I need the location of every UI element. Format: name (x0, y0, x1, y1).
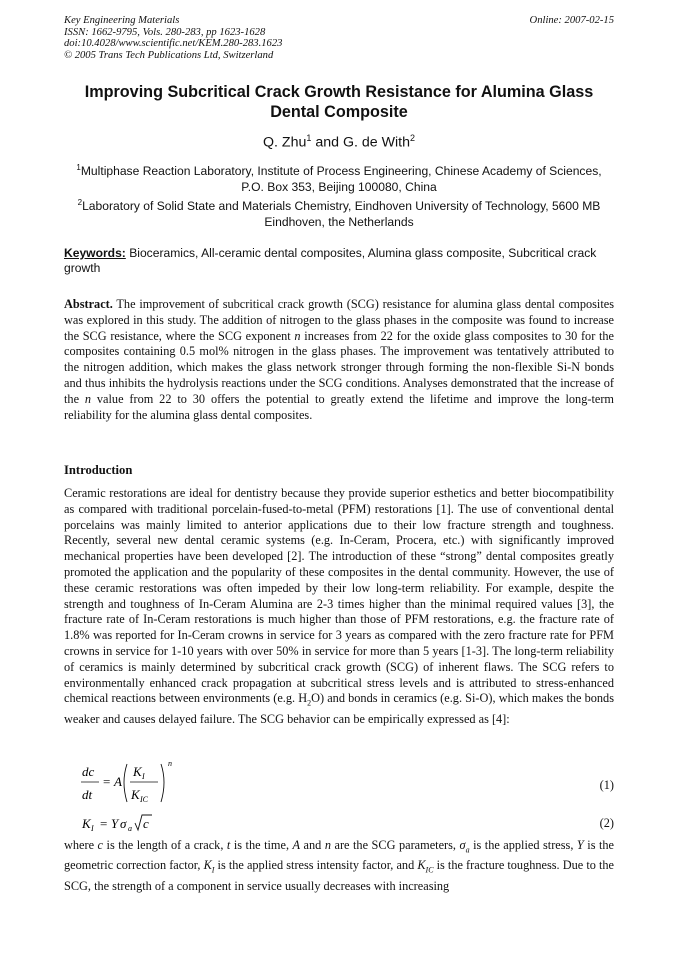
exp-sym-n: n (324, 838, 331, 852)
author-2: and G. de With (311, 134, 410, 151)
introduction-paragraph (64, 486, 614, 727)
exp-sym-sigma: σ (459, 838, 466, 852)
exp-sym-KI: K (203, 858, 212, 873)
equation-2 (64, 812, 614, 838)
keywords-label: Keywords: (64, 246, 126, 260)
eq1-A: A (114, 774, 122, 789)
eq1-sub-IC: IC (140, 795, 148, 804)
abstract-paragraph (64, 297, 614, 423)
eq1-dt: dt (82, 787, 93, 802)
exp-text-8: is the applied stress intensity factor, and (214, 858, 418, 873)
eq1-K-numerator: K (133, 764, 142, 779)
eq1-left-paren (124, 764, 127, 802)
issn-line: ISSN: 1662-9795, Vols. 280-283, pp 1623-1628 (64, 26, 266, 38)
abstract-text-2: increases from 22 for the oxide glass composites to 30 for the composites containing 0.5 mol% nitrogen in the glass phases. The improvement was tentatively attributed to the nitrogen addition, which makes the glass network stronger through forming the non-flexible Si-N bonds and thus inhibits the hydrolysis reactions under the SCG conditions. Analyses demonstrated that the increase of the (64, 328, 614, 406)
exp-sym-c: c (97, 838, 104, 852)
copyright-line: © 2005 Trans Tech Publications Ltd, Switzerland (64, 49, 274, 61)
exp-text-3: is the time, (230, 838, 293, 852)
equation-1-number: (1) (599, 778, 614, 792)
abstract-n-symbol-2: n (84, 391, 92, 406)
eq1-sub-I: I (142, 772, 145, 781)
affiliation-2-marker: 2 (77, 198, 83, 207)
exp-text-2: is the length of a crack, (103, 838, 227, 852)
eq1-dc: dc (82, 764, 95, 779)
title-line-1: Improving Subcritical Crack Growth Resistance for Alumina Glass (84, 83, 594, 101)
equation-2-number: (2) (599, 816, 614, 830)
abstract-label: Abstract. (64, 297, 113, 311)
intro-text-2: O) and bonds in ceramics (e.g. Si-O), which makes the bonds weaker and causes delayed failure. The SCG behavior can be empirically expressed as [4]: (64, 691, 614, 726)
eq1-right-paren (161, 764, 164, 802)
title-line-2: Dental Composite (270, 103, 408, 121)
eq1-exponent-n: n (168, 759, 172, 768)
abstract-text-3: value from 22 to 30 offers the potential to greatly extend the lifetime and improve the long-term reliability for the alumina glass dental composites. (64, 391, 614, 422)
eq2-sub-a: a (128, 824, 132, 833)
exp-text-7: is the geometric correction factor, (64, 838, 615, 873)
exp-sym-t: t (226, 838, 231, 852)
eq2-sub-I: I (91, 824, 94, 833)
keywords-text: Bioceramics, All-ceramic dental composites, Alumina glass composite, Subcritical crack growth (64, 246, 597, 275)
online-date: Online: 2007-02-15 (529, 15, 614, 26)
affiliation-1-marker: 1 (76, 163, 81, 172)
exp-text-1: where (64, 838, 98, 852)
keywords (64, 246, 614, 275)
eq2-K: K (82, 816, 91, 831)
exp-text-4: and (300, 838, 325, 852)
affiliation-1 (64, 160, 614, 195)
abstract-n-symbol-1: n (294, 328, 301, 343)
eq2-Y: Y (111, 816, 119, 831)
intro-h2o-subscript: 2 (307, 698, 312, 708)
eq2-equals: = (100, 816, 108, 831)
exp-sym-sigma-sub: a (465, 845, 470, 855)
author-2-affil-marker: 2 (409, 133, 415, 143)
equation-explanation-paragraph (64, 838, 614, 894)
exp-sym-KIC: K (417, 858, 426, 873)
affiliation-1-text: Multiphase Reaction Laboratory, Institute of Process Engineering, Chinese Academy of Sciences, P.O. Box 353, Beijing 100080, China (80, 164, 602, 194)
eq1-equals: = (103, 774, 111, 789)
abstract-text-1: The improvement of subcritical crack growth (SCG) resistance for alumina glass dental composites was explored in this study. The addition of nitrogen to the glass phases in the composite was found to increase the SCG resistance, where the SCG exponent (64, 297, 614, 343)
author-1: Q. Zhu (263, 134, 307, 151)
equation-1-formula (80, 758, 280, 808)
eq2-sigma: σ (120, 816, 127, 831)
exp-sym-KIC-sub: IC (425, 865, 434, 875)
exp-text-5: are the SCG parameters, (330, 838, 460, 852)
affiliation-2-text: Laboratory of Solid State and Materials Chemistry, Eindhoven University of Technology, 5600 MB Eindhoven, the Netherlands (82, 199, 601, 229)
journal-header (64, 15, 614, 61)
paper-title (64, 82, 614, 122)
author-1-affil-marker: 1 (306, 133, 312, 143)
affiliation-2 (64, 195, 614, 230)
author-list (64, 133, 614, 151)
exp-text-6: is the applied stress, (469, 838, 577, 852)
introduction-heading: Introduction (64, 463, 133, 477)
eq1-K-denominator: K (131, 787, 140, 802)
equation-1 (64, 758, 614, 808)
exp-sym-A: A (292, 838, 301, 852)
exp-text-9: is the fracture toughness. Due to the SCG, the strength of a component in service usually decreases with increasing (64, 858, 614, 893)
exp-sym-Y: Y (576, 838, 584, 852)
exp-sym-KI-sub: I (211, 865, 215, 875)
intro-text-1: Ceramic restorations are ideal for dentistry because they provide superior esthetics and better biocompatibility as compared with traditional porcelain-fused-to-metal (PFM) restorations [1]. The use of conventional dental porcelains was mainly limited to anterior applications due to their low fracture strength and toughness. Recently, several new dental ceramic systems (e.g. In-Ceram, Procera, etc.) with significantly improved mechanical properties have been developed [2]. The introduction of these “strong” dental composites greatly promoted the application and the popularity of these composites in the dental community. However, the use of these ceramic restorations was often impeded by their low long-term reliability. For example, despite the strength and toughness of In-Ceram Alumina are 2-3 times higher than the minimal required values [3], the fracture rate of In-Ceram restorations is much higher than those of PFM restorations, e.g. the fracture rate of 1.8% was reported for In-Ceram crowns in service for 3 years as compared with the zero fracture rate for PFM crowns in service for 1-10 years with over 50% in service for more than 5 years [1-3]. The long-term reliability of ceramics is mainly determined by subcritical crack growth (SCG) of inherent flaws. The SCG refers to environmentally enhanced crack propagation at subcritical stress levels and is attributed to stress-enhanced chemical reactions between environments (e.g. H (64, 486, 614, 706)
doi-line: doi:10.4028/www.scientific.net/KEM.280-283.1623 (64, 38, 283, 50)
eq2-c: c (143, 816, 149, 831)
equation-2-formula (80, 812, 280, 838)
journal-name: Key Engineering Materials (64, 15, 180, 26)
